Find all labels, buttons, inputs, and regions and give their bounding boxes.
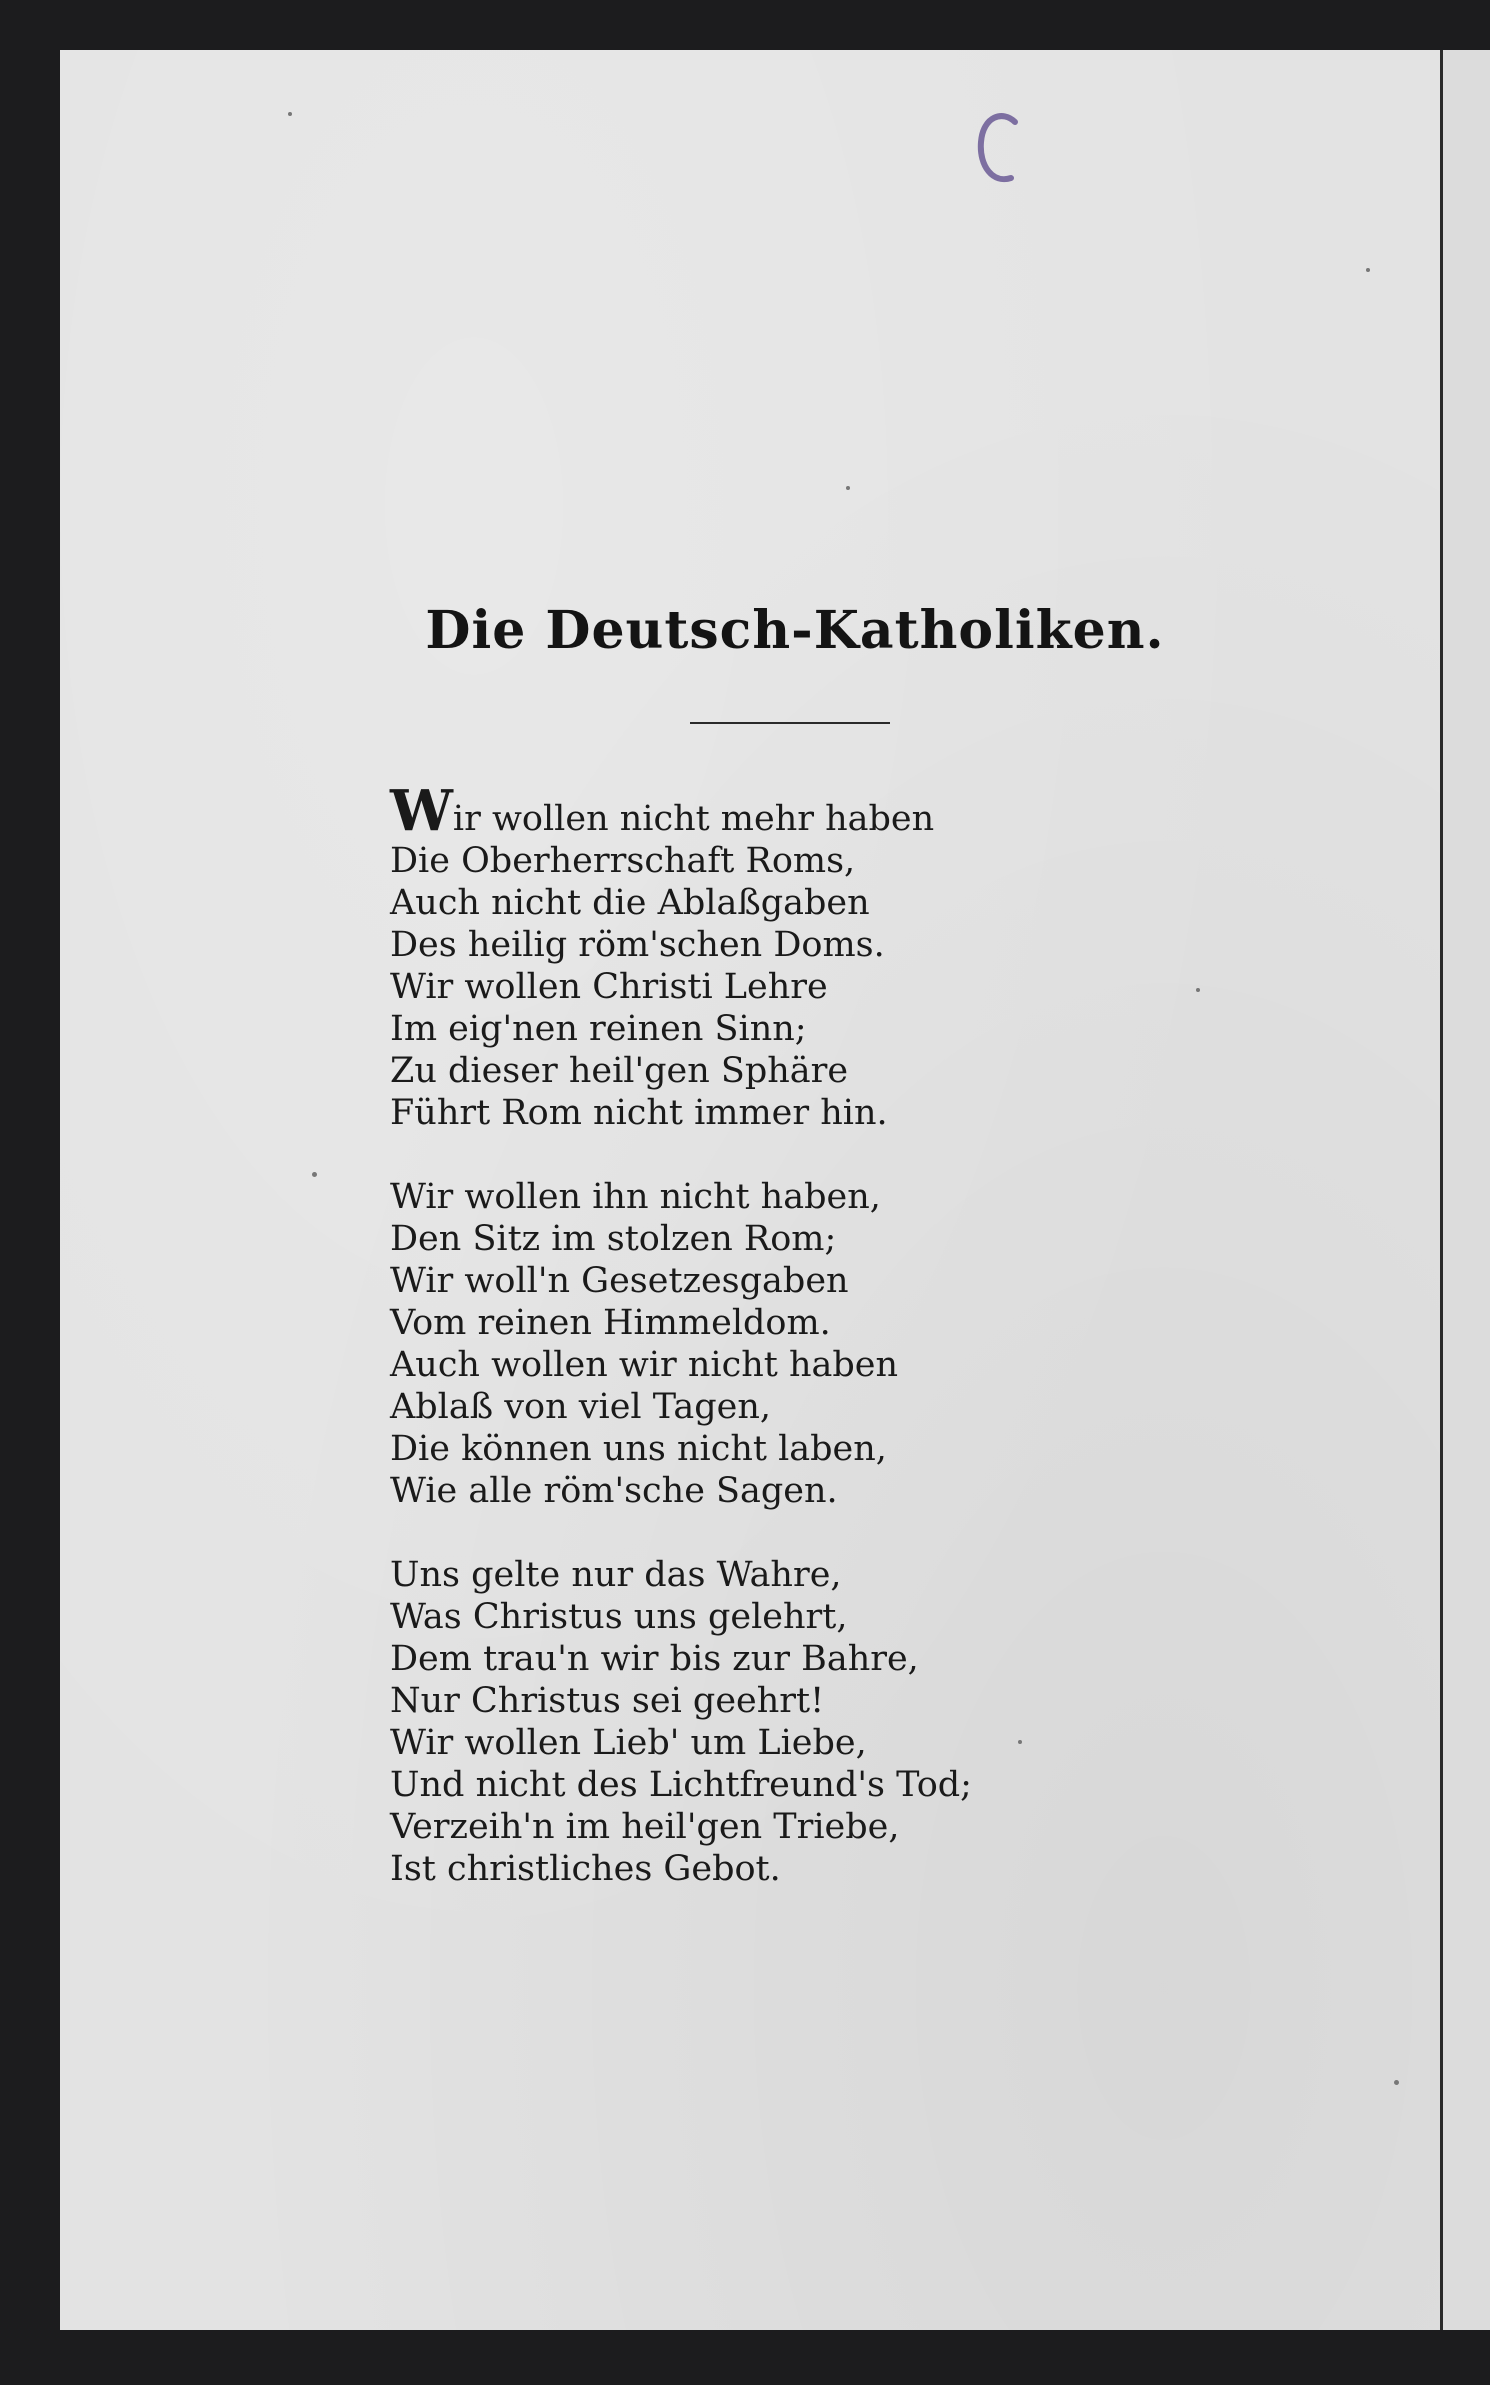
verse-line: Wir wollen nicht mehr haben [390,778,935,844]
paper-speck [846,486,850,490]
stanza-2 [390,1176,1090,1512]
verse-line: Uns gelte nur das Wahre, [390,1555,842,1595]
paper-speck [1196,988,1200,992]
verse-line: Wie alle röm'sche Sagen. [390,1471,838,1511]
ink-stamp-mark [975,108,1023,188]
verse-line: Führt Rom nicht immer hin. [390,1093,888,1133]
verse-line: Nur Christus sei geehrt! [390,1681,825,1721]
verse-line: Wir wollen Lieb' um Liebe, [390,1723,867,1763]
verse-line: Zu dieser heil'gen Sphäre [390,1051,849,1091]
paper-speck [1394,2080,1399,2085]
adjacent-page-edge [1440,50,1490,2330]
poem-title: Die Deutsch-Katholiken. [425,600,1165,661]
verse-line: Die Oberherrschaft Roms, [390,841,856,881]
drop-cap: W [390,778,453,844]
verse-line: Und nicht des Lichtfreund's Tod; [390,1765,972,1805]
paper-speck [288,112,292,116]
verse-line: Wir woll'n Gesetzesgaben [390,1261,849,1301]
verse-line: Die können uns nicht laben, [390,1429,887,1469]
verse-line: Wir wollen ihn nicht haben, [390,1177,881,1217]
verse-line: Was Christus uns gelehrt, [390,1597,848,1637]
paper-speck [1018,1740,1022,1744]
verse-line: Ist christliches Gebot. [390,1849,781,1889]
verse-line: Verzeih'n im heil'gen Triebe, [390,1807,900,1847]
paper-speck [312,1172,317,1177]
stanza-1 [390,778,1090,1134]
verse-line: Des heilig röm'schen Doms. [390,925,885,965]
poem-body [390,778,1090,1932]
stanza-3 [390,1554,1090,1890]
verse-line: Auch wollen wir nicht haben [390,1345,899,1385]
verse-line: Den Sitz im stolzen Rom; [390,1219,837,1259]
title-divider [690,722,890,724]
verse-line: Vom reinen Himmeldom. [390,1303,831,1343]
verse-line: Wir wollen Christi Lehre [390,967,828,1007]
verse-line: Ablaß von viel Tagen, [390,1387,772,1427]
verse-line: Im eig'nen reinen Sinn; [390,1009,807,1049]
paper-speck [1366,268,1370,272]
verse-line: Auch nicht die Ablaßgaben [390,883,870,923]
verse-line: Dem trau'n wir bis zur Bahre, [390,1639,919,1679]
